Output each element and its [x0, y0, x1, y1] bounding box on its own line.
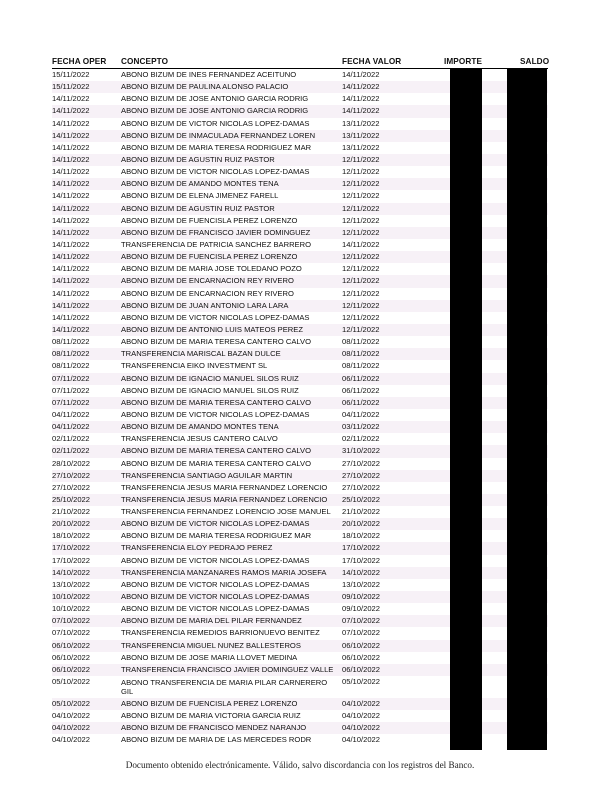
cell-fecha-oper: 25/10/2022	[52, 494, 91, 504]
cell-fecha-valor: 12/11/2022	[342, 276, 380, 286]
cell-fecha-valor: 14/11/2022	[342, 70, 380, 79]
cell-concepto: ABONO BIZUM DE FUENCISLA PEREZ LORENZO	[121, 215, 298, 225]
cell-fecha-oper: 05/10/2022	[52, 699, 91, 709]
cell-concepto: ABONO TRANSFERENCIA DE MARIA PILAR CARNERERO GIL	[121, 677, 328, 697]
cell-fecha-oper: 14/10/2022	[52, 567, 91, 577]
cell-fecha-oper: 21/10/2022	[52, 507, 91, 517]
cell-fecha-valor: 12/11/2022	[342, 312, 380, 322]
cell-fecha-valor: 21/10/2022	[342, 507, 381, 517]
cell-fecha-valor: 27/10/2022	[342, 482, 381, 492]
cell-fecha-valor: 12/11/2022	[342, 324, 380, 334]
cell-fecha-oper: 13/10/2022	[52, 579, 91, 589]
cell-concepto: ABONO BIZUM DE MARIA DE LAS MERCEDES RODR	[121, 735, 312, 745]
cell-fecha-valor: 12/11/2022	[342, 203, 380, 213]
cell-concepto: TRANSFERENCIA MARISCAL BAZAN DULCE	[121, 349, 281, 359]
cell-concepto: ABONO BIZUM DE JOSE MARIA LLOVET MEDINA	[121, 652, 298, 662]
cell-concepto: ABONO BIZUM DE VICTOR NICOLAS LOPEZ-DAMAS	[121, 409, 310, 419]
cell-concepto: ABONO BIZUM DE FUENCISLA PEREZ LORENZO	[121, 252, 298, 262]
cell-fecha-valor: 09/10/2022	[342, 592, 381, 602]
cell-fecha-oper: 07/11/2022	[52, 373, 90, 383]
cell-concepto: ABONO BIZUM DE VICTOR NICOLAS LOPEZ-DAMAS	[121, 312, 310, 322]
cell-fecha-valor: 07/10/2022	[342, 616, 381, 626]
cell-fecha-valor: 06/10/2022	[342, 640, 381, 650]
redacted-saldo-column	[507, 69, 547, 750]
cell-concepto: ABONO BIZUM DE PAULINA ALONSO PALACIO	[121, 82, 289, 92]
cell-fecha-valor: 14/11/2022	[342, 82, 380, 92]
header-concepto: CONCEPTO	[121, 57, 169, 66]
cell-fecha-oper: 27/10/2022	[52, 482, 91, 492]
cell-fecha-valor: 20/10/2022	[342, 519, 381, 529]
cell-concepto: TRANSFERENCIA DE PATRICIA SANCHEZ BARRERO	[121, 239, 312, 249]
cell-fecha-oper: 15/11/2022	[52, 70, 90, 79]
cell-fecha-valor: 12/11/2022	[342, 252, 380, 262]
cell-fecha-valor: 08/11/2022	[342, 337, 380, 347]
cell-concepto: ABONO BIZUM DE ENCARNACION REY RIVERO	[121, 288, 294, 298]
header-saldo: SALDO	[520, 57, 550, 66]
cell-fecha-oper: 14/11/2022	[52, 179, 90, 189]
cell-concepto: ABONO BIZUM DE ENCARNACION REY RIVERO	[121, 276, 294, 286]
cell-fecha-oper: 14/11/2022	[52, 215, 90, 225]
cell-fecha-oper: 18/10/2022	[52, 531, 91, 541]
cell-concepto: TRANSFERENCIA FERNANDEZ LORENCIO JOSE MANUEL	[121, 507, 331, 517]
cell-concepto: ABONO BIZUM DE ELENA JIMENEZ FARELL	[121, 191, 279, 201]
cell-fecha-oper: 28/10/2022	[52, 458, 91, 468]
cell-fecha-oper: 14/11/2022	[52, 276, 90, 286]
cell-fecha-oper: 06/10/2022	[52, 664, 91, 674]
cell-fecha-valor: 04/11/2022	[342, 409, 380, 419]
cell-concepto: ABONO BIZUM DE AGUSTIN RUIZ PASTOR	[121, 203, 275, 213]
cell-fecha-oper: 14/11/2022	[52, 288, 90, 298]
cell-fecha-valor: 08/11/2022	[342, 361, 380, 371]
cell-concepto: ABONO BIZUM DE MARIA TERESA CANTERO CALVO	[121, 337, 312, 347]
header-importe: IMPORTE	[444, 57, 482, 66]
cell-fecha-oper: 14/11/2022	[52, 167, 90, 177]
cell-fecha-valor: 12/11/2022	[342, 191, 380, 201]
cell-concepto: ABONO BIZUM DE JOSE ANTONIO GARCIA RODRIG	[121, 106, 309, 116]
cell-fecha-oper: 06/10/2022	[52, 640, 91, 650]
cell-fecha-valor: 12/11/2022	[342, 179, 380, 189]
cell-fecha-oper: 14/11/2022	[52, 312, 90, 322]
cell-concepto: ABONO BIZUM DE VICTOR NICOLAS LOPEZ-DAMAS	[121, 167, 310, 177]
cell-concepto: ABONO BIZUM DE MARIA DEL PILAR FERNANDEZ	[121, 616, 302, 626]
cell-fecha-oper: 05/10/2022	[52, 677, 91, 687]
cell-concepto: ABONO BIZUM DE INMACULADA FERNANDEZ LOREN	[121, 130, 316, 140]
cell-fecha-valor: 06/11/2022	[342, 385, 380, 395]
cell-fecha-oper: 10/10/2022	[52, 604, 91, 614]
cell-fecha-valor: 13/11/2022	[342, 142, 380, 152]
cell-fecha-oper: 02/11/2022	[52, 434, 90, 444]
cell-concepto: ABONO BIZUM DE VICTOR NICOLAS LOPEZ-DAMAS	[121, 579, 310, 589]
cell-fecha-valor: 04/10/2022	[342, 735, 381, 745]
cell-fecha-oper: 14/11/2022	[52, 239, 90, 249]
table-header	[52, 57, 552, 68]
cell-concepto: ABONO BIZUM DE IGNACIO MANUEL SILOS RUIZ	[121, 373, 299, 383]
cell-fecha-oper: 07/10/2022	[52, 628, 91, 638]
cell-fecha-valor: 12/11/2022	[342, 227, 380, 237]
cell-fecha-oper: 14/11/2022	[52, 154, 90, 164]
redacted-importe-column	[450, 69, 482, 750]
cell-concepto: TRANSFERENCIA ELOY PEDRAJO PEREZ	[121, 543, 273, 553]
cell-fecha-oper: 14/11/2022	[52, 130, 90, 140]
cell-fecha-valor: 04/10/2022	[342, 699, 381, 709]
cell-concepto: TRANSFERENCIA REMEDIOS BARRIONUEVO BENITEZ	[121, 628, 320, 638]
cell-concepto: ABONO BIZUM DE FUENCISLA PEREZ LORENZO	[121, 699, 298, 709]
cell-concepto: ABONO BIZUM DE JUAN ANTONIO LARA LARA	[121, 300, 289, 310]
cell-concepto: ABONO BIZUM DE IGNACIO MANUEL SILOS RUIZ	[121, 385, 299, 395]
cell-concepto: ABONO BIZUM DE MARIA TERESA CANTERO CALVO	[121, 397, 312, 407]
cell-concepto: ABONO BIZUM DE AMANDO MONTES TENA	[121, 179, 279, 189]
cell-fecha-valor: 06/11/2022	[342, 373, 380, 383]
cell-fecha-oper: 04/11/2022	[52, 422, 90, 432]
cell-fecha-valor: 05/10/2022	[342, 677, 381, 687]
cell-concepto: ABONO BIZUM DE MARIA JOSE TOLEDANO POZO	[121, 264, 302, 274]
cell-fecha-valor: 17/10/2022	[342, 543, 381, 553]
cell-fecha-oper: 10/10/2022	[52, 592, 91, 602]
cell-concepto: ABONO BIZUM DE JOSE ANTONIO GARCIA RODRIG	[121, 94, 309, 104]
cell-fecha-valor: 18/10/2022	[342, 531, 381, 541]
cell-fecha-valor: 06/10/2022	[342, 664, 381, 674]
header-fecha-oper: FECHA OPER	[52, 57, 107, 66]
cell-fecha-oper: 17/10/2022	[52, 543, 91, 553]
cell-concepto: TRANSFERENCIA JESUS MARIA FERNANDEZ LORENCIO	[121, 494, 328, 504]
cell-fecha-valor: 14/10/2022	[342, 567, 381, 577]
cell-fecha-valor: 31/10/2022	[342, 446, 381, 456]
cell-fecha-oper: 14/11/2022	[52, 118, 90, 128]
cell-fecha-valor: 04/10/2022	[342, 723, 381, 733]
cell-fecha-oper: 08/11/2022	[52, 361, 90, 371]
cell-fecha-valor: 12/11/2022	[342, 264, 380, 274]
cell-fecha-oper: 14/11/2022	[52, 227, 90, 237]
cell-fecha-oper: 14/11/2022	[52, 324, 90, 334]
cell-concepto: ABONO BIZUM DE VICTOR NICOLAS LOPEZ-DAMAS	[121, 604, 310, 614]
cell-fecha-oper: 04/11/2022	[52, 409, 90, 419]
cell-fecha-valor: 14/11/2022	[342, 94, 380, 104]
cell-concepto: TRANSFERENCIA EIKO INVESTMENT SL	[121, 361, 268, 371]
cell-concepto: ABONO BIZUM DE MARIA TERESA CANTERO CALVO	[121, 458, 312, 468]
cell-fecha-valor: 17/10/2022	[342, 555, 381, 565]
cell-fecha-valor: 06/10/2022	[342, 652, 381, 662]
cell-fecha-valor: 27/10/2022	[342, 470, 381, 480]
cell-fecha-valor: 13/11/2022	[342, 130, 380, 140]
cell-fecha-oper: 17/10/2022	[52, 555, 91, 565]
cell-fecha-valor: 12/11/2022	[342, 154, 380, 164]
cell-fecha-oper: 08/11/2022	[52, 337, 90, 347]
cell-concepto: TRANSFERENCIA JESUS MARIA FERNANDEZ LORENCIO	[121, 482, 328, 492]
cell-fecha-valor: 13/10/2022	[342, 579, 381, 589]
cell-concepto: ABONO BIZUM DE AGUSTIN RUIZ PASTOR	[121, 154, 275, 164]
cell-concepto: ABONO BIZUM DE VICTOR NICOLAS LOPEZ-DAMAS	[121, 118, 310, 128]
cell-fecha-oper: 14/11/2022	[52, 94, 90, 104]
cell-concepto: ABONO BIZUM DE MARIA TERESA RODRIGUEZ MAR	[121, 531, 312, 541]
cell-fecha-valor: 14/11/2022	[342, 239, 380, 249]
cell-fecha-valor: 12/11/2022	[342, 300, 380, 310]
cell-fecha-oper: 14/11/2022	[52, 191, 90, 201]
cell-fecha-valor: 06/11/2022	[342, 397, 380, 407]
cell-fecha-oper: 14/11/2022	[52, 203, 90, 213]
cell-concepto: TRANSFERENCIA FRANCISCO JAVIER DOMINGUEZ VALLE	[121, 664, 334, 674]
cell-concepto: TRANSFERENCIA MIGUEL NUNEZ BALLESTEROS	[121, 640, 301, 650]
footer-note: Documento obtenido electrónicamente. Válido, salvo discordancia con los registros del Banco.	[125, 760, 475, 770]
cell-concepto: ABONO BIZUM DE FRANCISCO JAVIER DOMINGUEZ	[121, 227, 311, 237]
cell-fecha-valor: 14/11/2022	[342, 106, 380, 116]
cell-fecha-valor: 08/11/2022	[342, 349, 380, 359]
cell-fecha-oper: 04/10/2022	[52, 711, 91, 721]
cell-fecha-oper: 07/11/2022	[52, 397, 90, 407]
cell-concepto: TRANSFERENCIA JESUS CANTERO CALVO	[121, 434, 278, 444]
cell-fecha-oper: 07/10/2022	[52, 616, 91, 626]
cell-concepto: ABONO BIZUM DE VICTOR NICOLAS LOPEZ-DAMAS	[121, 555, 310, 565]
cell-fecha-valor: 27/10/2022	[342, 458, 381, 468]
cell-fecha-valor: 02/11/2022	[342, 434, 380, 444]
cell-fecha-oper: 14/11/2022	[52, 106, 90, 116]
cell-fecha-oper: 04/10/2022	[52, 723, 91, 733]
cell-fecha-oper: 15/11/2022	[52, 82, 90, 92]
cell-fecha-oper: 08/11/2022	[52, 349, 90, 359]
cell-concepto: ABONO BIZUM DE MARIA TERESA RODRIGUEZ MAR	[121, 142, 312, 152]
cell-fecha-oper: 06/10/2022	[52, 652, 91, 662]
cell-fecha-oper: 14/11/2022	[52, 142, 90, 152]
cell-fecha-oper: 14/11/2022	[52, 252, 90, 262]
cell-fecha-oper: 27/10/2022	[52, 470, 91, 480]
cell-fecha-valor: 03/11/2022	[342, 422, 380, 432]
cell-concepto: ABONO BIZUM DE FRANCISCO MENDEZ NARANJO	[121, 723, 307, 733]
cell-fecha-valor: 12/11/2022	[342, 215, 380, 225]
cell-fecha-oper: 14/11/2022	[52, 300, 90, 310]
cell-concepto: TRANSFERENCIA SANTIAGO AGUILAR MARTIN	[121, 470, 293, 480]
cell-fecha-oper: 02/11/2022	[52, 446, 90, 456]
cell-fecha-valor: 25/10/2022	[342, 494, 381, 504]
cell-concepto: TRANSFERENCIA MANZANARES RAMOS MARIA JOSEFA	[121, 567, 327, 577]
cell-concepto: ABONO BIZUM DE ANTONIO LUIS MATEOS PEREZ	[121, 324, 303, 334]
cell-concepto: ABONO BIZUM DE VICTOR NICOLAS LOPEZ-DAMAS	[121, 519, 310, 529]
cell-fecha-oper: 20/10/2022	[52, 519, 91, 529]
cell-concepto: ABONO BIZUM DE MARIA TERESA CANTERO CALVO	[121, 446, 312, 456]
cell-fecha-oper: 04/10/2022	[52, 735, 91, 745]
cell-fecha-valor: 13/11/2022	[342, 118, 380, 128]
cell-concepto: ABONO BIZUM DE AMANDO MONTES TENA	[121, 422, 279, 432]
cell-fecha-oper: 07/11/2022	[52, 385, 90, 395]
cell-fecha-valor: 09/10/2022	[342, 604, 381, 614]
cell-concepto: ABONO BIZUM DE MARIA VICTORIA GARCIA RUIZ	[121, 711, 301, 721]
cell-fecha-valor: 12/11/2022	[342, 288, 380, 298]
cell-fecha-valor: 12/11/2022	[342, 167, 380, 177]
cell-fecha-valor: 07/10/2022	[342, 628, 381, 638]
cell-concepto: ABONO BIZUM DE VICTOR NICOLAS LOPEZ-DAMAS	[121, 592, 310, 602]
cell-fecha-valor: 04/10/2022	[342, 711, 381, 721]
cell-concepto: ABONO BIZUM DE INES FERNANDEZ ACEITUNO	[121, 70, 297, 79]
cell-fecha-oper: 14/11/2022	[52, 264, 90, 274]
header-fecha-valor: FECHA VALOR	[342, 57, 402, 66]
